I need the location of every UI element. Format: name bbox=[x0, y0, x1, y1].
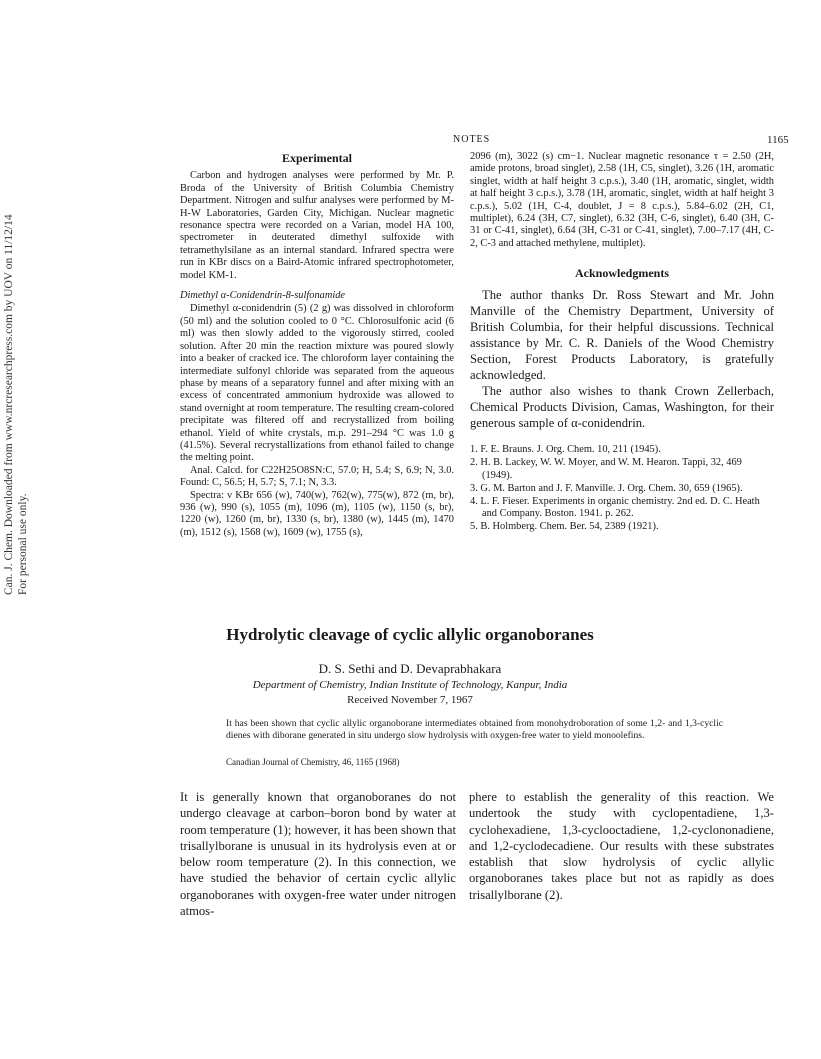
article-authors: D. S. Sethi and D. Devaprabhakara bbox=[318, 661, 502, 676]
spectra-para: Spectra: ν KBr 656 (w), 740(w), 762(w), 775(w), 872 (m, br), 936 (w), 990 (s), 1055 (m), 1096 (m), 1105 (w), 1150 (s, br), 1220 (w), 1260 (m, br), 1330 (s, br), 1380 (w), 1445 (m), 1470 (m), 1512 (s), 1568 (w), 1609 (w), 1755 (s), bbox=[180, 489, 454, 538]
nmr-para: 2096 (m), 3022 (s) cm−1. Nuclear magnetic resonance τ = 2.50 (2H, amide protons, broad singlet), 2.58 (1H, C5, singlet), 3.26 (1H, aromatic singlet, width at half height 3 c.p.s.), 3.40 (1H, aromatic, singlet, width at half height 3 c.p.s.), 3.78 (1H, aromatic, singlet, width at half height 3 c.p.s.), 5.02 (1H, C-4, doublet, J = 8 c.p.s.), 5.84–6.02 (2H, C1, multiplet), 6.24 (3H, C7, singlet), 6.32 (3H, C-6, singlet), 6.40 (3H, C-31 or C-41, singlet), 6.64 (3H, C-31 or C-41, singlet), 7.00–7.17 (4H, C-2, C-3 and attached methylene, multiplet). bbox=[470, 151, 774, 249]
analysis-para: Anal. Calcd. for C22H25O8SN:C, 57.0; H, 5.4; S, 6.9; N, 3.0. Found: C, 56.5; H, 5.7; S, 7.1; N, 3.3. bbox=[180, 464, 454, 489]
reference-item: 2. H. B. Lackey, W. W. Moyer, and W. M. Hearon. Tappi, 32, 469 (1949). bbox=[470, 457, 742, 481]
ack-para-1: The author thanks Dr. Ross Stewart and Mr. John Manville of the Chemistry Department, University of British Columbia, for their helpful discussions. Technical assistance by Mr. C. R. Daniels of the Wood Chemistry Section, Forest Products Laboratory, is gratefully acknowledged. bbox=[470, 288, 774, 383]
article-affiliation: Department of Chemistry, Indian Institute of Technology, Kanpur, India bbox=[252, 679, 568, 691]
procedure-subheading: Dimethyl α-Conidendrin-8-sulfonamide bbox=[180, 290, 346, 302]
right-column bbox=[470, 151, 774, 535]
reference-item: 3. G. M. Barton and J. F. Manville. J. Org. Chem. 30, 659 (1965). bbox=[470, 482, 743, 494]
watermark-line-2: For personal use only. bbox=[17, 493, 29, 595]
experimental-heading: Experimental bbox=[282, 151, 352, 165]
reference-item: 4. L. F. Fieser. Experiments in organic chemistry. 2nd ed. D. C. Heath and Company. Boston. 1941. p. 262. bbox=[470, 496, 760, 520]
page-number: 1165 bbox=[767, 134, 789, 146]
received-date: Received November 7, 1967 bbox=[347, 694, 473, 706]
watermark-line-1: Can. J. Chem. Downloaded from www.nrcresearchpress.com by UOV on 11/12/14 bbox=[3, 214, 15, 595]
ack-para-2: The author also wishes to thank Crown Zellerbach, Chemical Products Division, Camas, Washington, for their generous sample of α-conidendrin. bbox=[470, 384, 774, 431]
running-header: NOTES bbox=[453, 134, 491, 145]
experimental-para-1: Carbon and hydrogen analyses were performed by Mr. P. Broda of the University of British Columbia Chemistry Department. Nitrogen and sulfur analyses were performed by M-H-W Laboratories, Garden City, Michigan. Nuclear magnetic resonance spectra were recorded on a Varian, model HA 100, spectrometer in deuterated dimethyl sulfoxide with tetramethylsilane as an internal standard. Infrared spectra were run in KBr discs on a Baird-Atomic infrared spectrophotometer, model KM-1. bbox=[180, 170, 454, 281]
body-right-column: phere to establish the generality of this reaction. We undertook the study with cyclopentadiene, 1,3-cyclohexadiene, 1,3-cyclooctadiene, 1,2-cyclononadiene, and 1,2-cyclodecadiene. Our results with these substrates establish that slow hydrolysis of cyclic allylic organoboranes takes place but not as rapidly as does trisallylborane (2). bbox=[469, 790, 774, 902]
procedure-para: Dimethyl α-conidendrin (5) (2 g) was dissolved in chloroform (50 ml) and the solution cooled to 0 °C. Chlorosulfonic acid (6 ml) was then slowly added to the vigorously stirred, cooled solution. After 20 min the reaction mixture was poured slowly into a beaker of cracked ice. The chloroform layer containing the intermediate sulfonyl chloride was separated from the aqueous phase by means of a separatory funnel and after mixing with an excess of concentrated ammonium hydroxide was allowed to stand overnight at room temperature. The resulting cream-colored precipitate was filtered off and recrystallized from boiling ethanol. Yield of white crystals, m.p. 291–294 °C was 1.0 g (41.5%). Several recrystallizations from ethanol failed to change the melting point. bbox=[180, 303, 454, 464]
reference-item: 1. F. E. Brauns. J. Org. Chem. 10, 211 (1945). bbox=[470, 444, 661, 456]
reference-item: 5. B. Holmberg. Chem. Ber. 54, 2389 (1921). bbox=[470, 521, 659, 533]
article-title: Hydrolytic cleavage of cyclic allylic organoboranes bbox=[226, 625, 594, 644]
download-watermark bbox=[2, 214, 30, 595]
abstract: It has been shown that cyclic allylic organoborane intermediates obtained from monohydroboration of some 1,2- and 1,3-cyclic dienes with diborane generated in situ undergo slow hydrolysis with oxygen-free water to yield monoolefins. bbox=[226, 718, 723, 741]
acknowledgments-heading: Acknowledgments bbox=[574, 266, 669, 281]
experimental-column bbox=[180, 152, 454, 539]
journal-citation: Canadian Journal of Chemistry, 46, 1165 (1968) bbox=[226, 757, 400, 767]
body-left-column: It is generally known that organoboranes do not undergo cleavage at carbon–boron bond by water at room temperature (1); however, it has been shown that trisallylborane is unusual in its hydrolysis even at or below room temperature (2). In this connection, we have studied the behavior of certain cyclic allylic organoboranes with oxygen-free water under nitrogen atmos- bbox=[180, 790, 456, 919]
reference-list bbox=[470, 444, 774, 533]
